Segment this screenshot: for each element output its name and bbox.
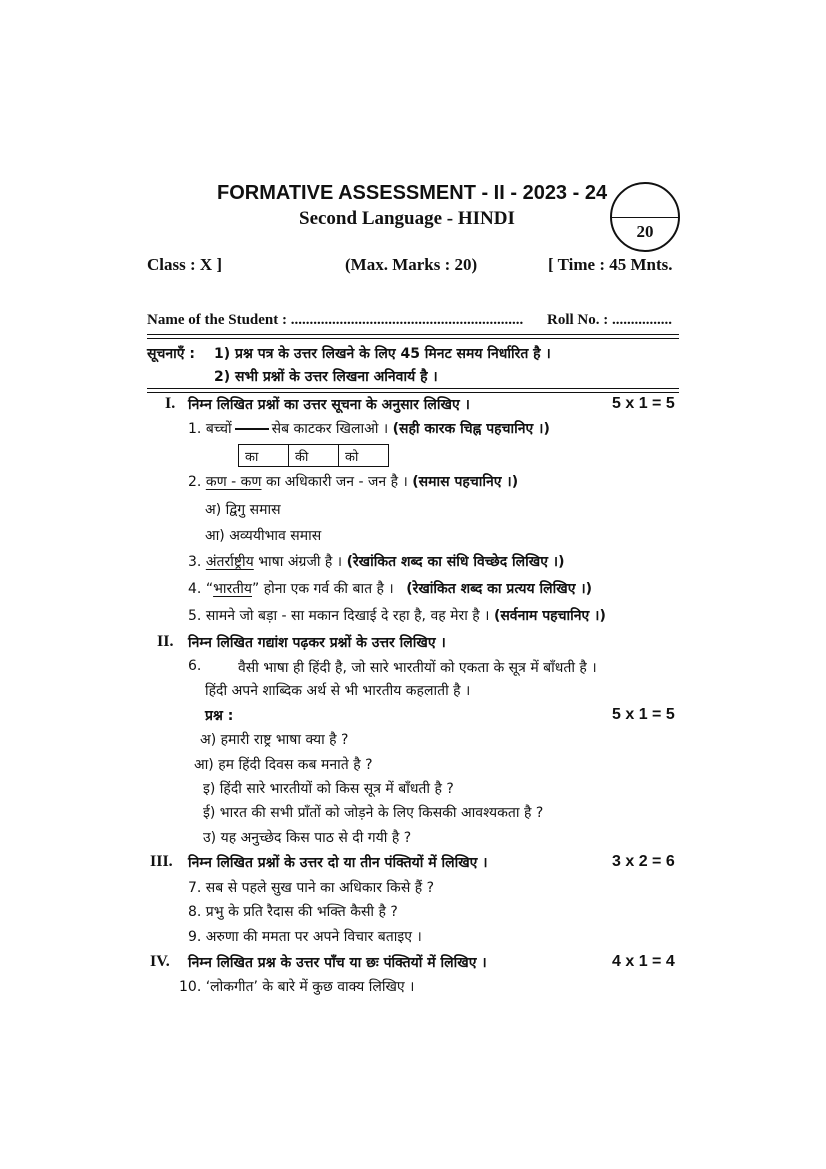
student-name-field: Name of the Student : .............................................................. [147, 312, 524, 328]
question-7: 7. सब से पहले सुख पाने का अधिकार किसे हैं ? [188, 880, 435, 896]
option-b: आ) अव्ययीभाव समास [205, 528, 322, 544]
underlined-word: अंतर्राष्ट्रीय [205, 554, 254, 570]
sub-question: ई) भारत की सभी प्राँतों को जोड़ने के लिए किसकी आवश्यकता है ? [203, 805, 544, 821]
question-number: 4. [188, 581, 202, 597]
roll-number-field: Roll No. : ................ [547, 312, 672, 328]
sub-question: अ) हमारी राष्ट्र भाषा क्या है ? [200, 732, 349, 748]
exam-title: FORMATIVE ASSESSMENT - II - 2023 - 24 [217, 182, 608, 204]
class-label: Class : X ] [147, 255, 223, 274]
question-10: 10. ‘लोकगीत’ के बारे में कुछ वाक्य लिखिए । [179, 979, 415, 995]
question-8: 8. प्रभु के प्रति रैदास की भक्ति कैसी है ? [188, 904, 398, 920]
section-2-marks: 5 x 1 = 5 [612, 706, 675, 723]
question-text: सामने जो बड़ा - सा मकान दिखाई दे रहा है, वह मेरा है । [205, 608, 490, 624]
question-text: भाषा अंग्रजी है । [258, 554, 343, 570]
question-hint: (समास पहचानिए ।) [412, 474, 519, 490]
question-text: बच्चों [205, 421, 232, 437]
section-2-title: निम्न लिखित गद्यांश पढ़कर प्रश्नों के उत्तर लिखिए । [188, 635, 446, 651]
question-number: 5. [188, 608, 202, 624]
section-4-marks: 4 x 1 = 4 [612, 953, 675, 970]
question-hint: (रेखांकित शब्द का प्रत्यय लिखिए ।) [406, 581, 593, 597]
instruction-1: 1) प्रश्न पत्र के उत्तर लिखने के लिए 45 मिनट समय निर्धारित है । [214, 346, 551, 362]
section-4-number: IV. [150, 953, 170, 970]
section-4-title: निम्न लिखित प्रश्न के उत्तर पाँच या छः पंक्तियों में लिखिए । [188, 955, 487, 971]
question-text: सेब काटकर खिलाओ । [271, 421, 389, 437]
sub-question: इ) हिंदी सारे भारतीयों को किस सूत्र में बाँधती है ? [203, 781, 454, 797]
total-marks-circle [610, 182, 680, 252]
quote-mark: “ [205, 581, 214, 597]
divider [147, 392, 679, 393]
question-number: 1. [188, 421, 202, 437]
section-3-number: III. [150, 853, 173, 870]
blank-line [235, 428, 269, 430]
question-4 [188, 579, 592, 598]
sub-question: आ) हम हिंदी दिवस कब मनाते है ? [194, 757, 373, 773]
divider [147, 388, 679, 389]
question-3 [188, 552, 565, 571]
passage-line: वैसी भाषा ही हिंदी है, जो सारे भारतीयों को एकता के सूत्र में बाँधती है । [238, 660, 597, 676]
question-hint: (सही कारक चिह्न पहचानिए ।) [392, 421, 550, 437]
option-a: अ) द्विगु समास [205, 502, 281, 518]
instruction-2: 2) सभी प्रश्नों के उत्तर लिखना अनिवार्य है । [214, 369, 438, 385]
section-1-number: I. [165, 395, 176, 412]
question-hint: (रेखांकित शब्द का संधि विच्छेद लिखिए ।) [346, 554, 565, 570]
section-1-title: निम्न लिखित प्रश्नों का उत्तर सूचना के अनुसार लिखिए । [188, 397, 470, 413]
option-cell: का [239, 445, 289, 467]
section-2-number: II. [157, 633, 174, 650]
section-1-marks: 5 x 1 = 5 [612, 395, 675, 412]
total-marks: 20 [636, 222, 654, 241]
underlined-word: भारतीय [213, 581, 252, 597]
section-3-marks: 3 x 2 = 6 [612, 853, 675, 870]
section-3-title: निम्न लिखित प्रश्नों के उत्तर दो या तीन पंक्तियों में लिखिए । [188, 855, 488, 871]
exam-subtitle: Second Language - HINDI [299, 208, 515, 229]
instructions-label: सूचनाएँ : [147, 346, 195, 362]
divider [147, 334, 679, 335]
question-5 [188, 606, 606, 625]
passage-line: हिंदी अपने शाब्दिक अर्थ से भी भारतीय कहलाती है । [205, 683, 471, 699]
option-cell: की [289, 445, 339, 467]
question-1 [188, 419, 550, 438]
underlined-word: कण - कण [205, 474, 262, 490]
option-cell: को [339, 445, 389, 467]
question-text: का अधिकारी जन - जन है । [265, 474, 408, 490]
question-2 [188, 472, 518, 491]
question-number: 3. [188, 554, 202, 570]
question-hint: (सर्वनाम पहचानिए ।) [493, 608, 606, 624]
prashn-label: प्रश्न : [205, 708, 234, 724]
sub-question: उ) यह अनुच्छेद किस पाठ से दी गयी है ? [203, 830, 412, 846]
options-table [238, 444, 389, 467]
max-marks-label: (Max. Marks : 20) [345, 255, 478, 274]
question-6-number: 6. [188, 658, 202, 674]
question-number: 2. [188, 474, 202, 490]
divider [147, 338, 679, 339]
time-label: [ Time : 45 Mnts. [548, 255, 673, 274]
question-text: ” होना एक गर्व की बात है । [252, 581, 394, 597]
question-9: 9. अरुणा की ममता पर अपने विचार बताइए । [188, 929, 422, 945]
